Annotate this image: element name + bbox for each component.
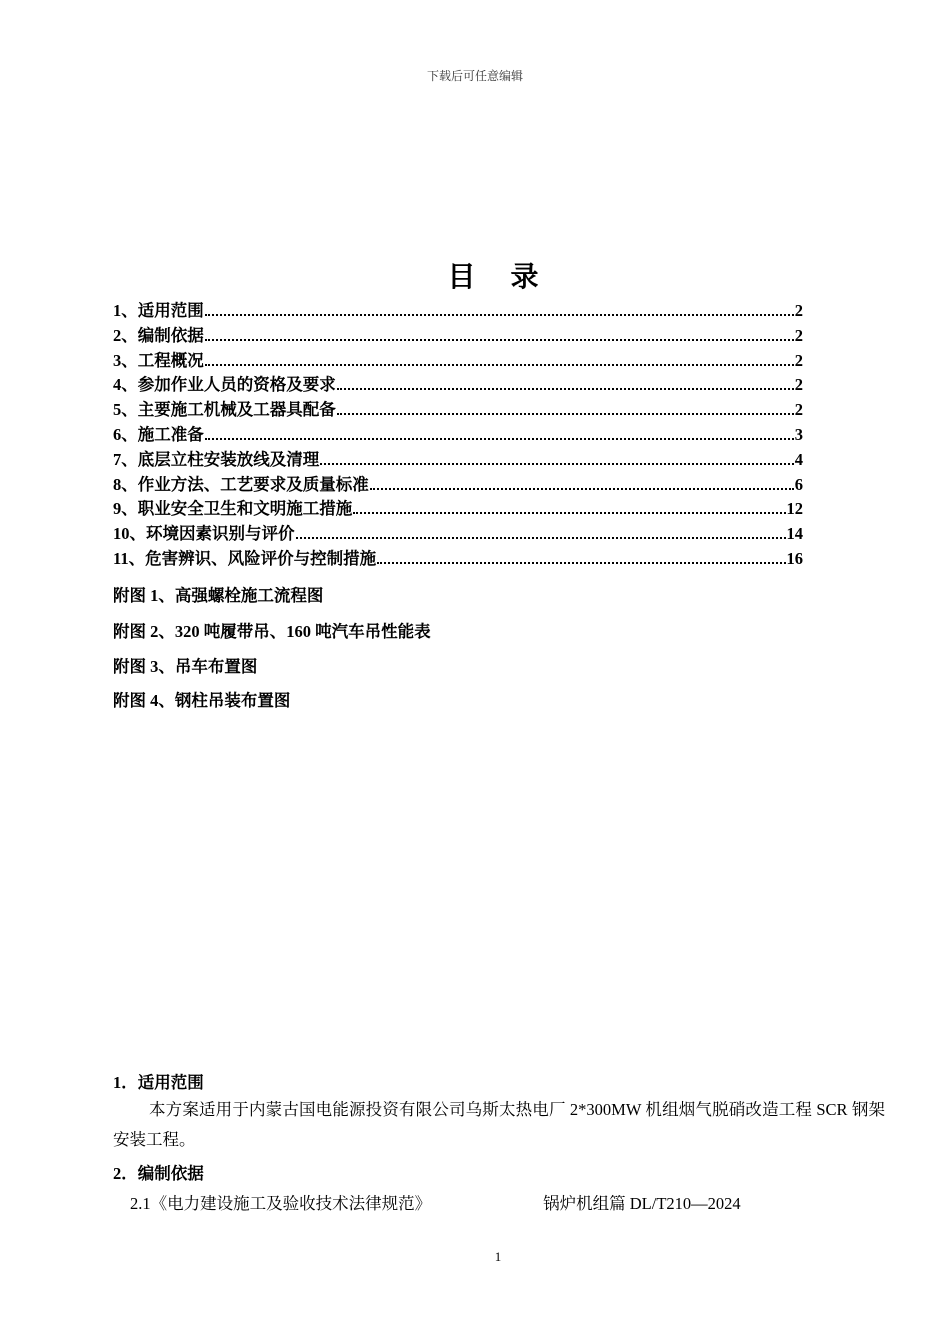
- toc-leader-dots: [337, 412, 794, 415]
- toc-entry-number: 11、: [113, 548, 146, 568]
- header-note: 下载后可任意编辑: [426, 69, 523, 83]
- toc-leader-dots: [377, 561, 785, 564]
- basis-item-title: 2.1《电力建设施工及验收技术法律规范》: [130, 1194, 432, 1213]
- toc-entry-page: 3: [794, 424, 803, 444]
- table-of-contents: [113, 297, 803, 570]
- toc-entry[interactable]: [113, 421, 803, 446]
- toc-entry[interactable]: [113, 520, 803, 545]
- toc-entry[interactable]: [113, 396, 803, 421]
- toc-entry-number: 6、: [113, 424, 138, 444]
- toc-leader-dots: [370, 487, 794, 490]
- toc-entry-label: 底层立柱安装放线及清理: [137, 449, 320, 469]
- toc-entry[interactable]: [113, 322, 803, 347]
- toc-entry[interactable]: [113, 347, 803, 372]
- section-heading-basis: 2．编制依据: [113, 1164, 204, 1183]
- toc-entry-page: 2: [794, 350, 803, 370]
- toc-entry[interactable]: [113, 371, 803, 396]
- toc-entry[interactable]: [113, 446, 803, 471]
- toc-entry-page: 2: [794, 375, 803, 395]
- toc-entry-number: 2、: [113, 325, 138, 345]
- toc-entry-label: 适用范围: [137, 301, 204, 320]
- toc-entry-label: 职业安全卫生和文明施工措施: [137, 499, 353, 519]
- appendix-item: 附图 3、吊车布置图: [113, 657, 258, 676]
- toc-leader-dots: [205, 437, 794, 440]
- toc-entry-page: 2: [794, 400, 803, 420]
- appendix-item: 附图 1、高强螺栓施工流程图: [113, 586, 324, 605]
- toc-leader-dots: [337, 387, 794, 390]
- basis-item: [130, 1190, 830, 1214]
- toc-entry-page: 12: [786, 499, 803, 519]
- toc-entry-number: 7、: [113, 449, 138, 469]
- appendix-item: 附图 4、钢柱吊装布置图: [113, 691, 291, 710]
- toc-entry-number: 3、: [113, 350, 138, 370]
- toc-entry-number: 9、: [113, 499, 138, 519]
- toc-leader-dots: [296, 536, 786, 539]
- basis-item-code: 锅炉机组篇 DL/T210—2024: [543, 1194, 741, 1213]
- toc-entry-label: 作业方法、工艺要求及质量标准: [137, 474, 369, 494]
- section-heading-scope: 1．适用范围: [113, 1073, 204, 1092]
- toc-entry-page: 14: [786, 524, 803, 544]
- toc-leader-dots: [320, 462, 794, 465]
- toc-leader-dots: [205, 338, 794, 341]
- appendix-item: 附图 2、320 吨履带吊、160 吨汽车吊性能表: [113, 622, 431, 641]
- toc-title: 目 录: [447, 262, 553, 293]
- toc-entry-number: 8、: [113, 474, 138, 494]
- toc-entry-page: 16: [786, 548, 803, 568]
- toc-entry-label: 环境因素识别与评价: [146, 524, 295, 544]
- toc-entry-number: 4、: [113, 375, 138, 395]
- toc-entry-label: 危害辨识、风险评价与控制措施: [145, 548, 377, 568]
- scope-paragraph: 本方案适用于内蒙古国电能源投资有限公司乌斯太热电厂 2*300MW 机组烟气脱硝改造工程 SCR 钢架安装工程。: [113, 1100, 885, 1149]
- toc-entry-label: 施工准备: [137, 424, 204, 444]
- toc-entry-page: 4: [794, 449, 803, 469]
- toc-entry[interactable]: [113, 471, 803, 496]
- toc-entry-page: 2: [794, 325, 803, 345]
- toc-entry[interactable]: [113, 297, 803, 322]
- toc-entry-label: 工程概况: [137, 350, 204, 370]
- toc-entry-label: 编制依据: [137, 325, 204, 345]
- toc-entry-page: 6: [794, 474, 803, 494]
- toc-entry-number: 10、: [113, 524, 146, 544]
- toc-entry-number: 5、: [113, 400, 138, 420]
- page-number: 1: [494, 1249, 502, 1264]
- toc-entry-label: 参加作业人员的资格及要求: [137, 375, 336, 395]
- toc-entry-page: 2: [794, 301, 803, 320]
- toc-entry-number: 1、: [113, 301, 138, 320]
- toc-entry[interactable]: [113, 545, 803, 570]
- toc-leader-dots: [205, 363, 794, 366]
- toc-leader-dots: [353, 511, 785, 514]
- toc-leader-dots: [205, 313, 794, 316]
- toc-entry[interactable]: [113, 495, 803, 520]
- toc-entry-label: 主要施工机械及工器具配备: [137, 400, 336, 420]
